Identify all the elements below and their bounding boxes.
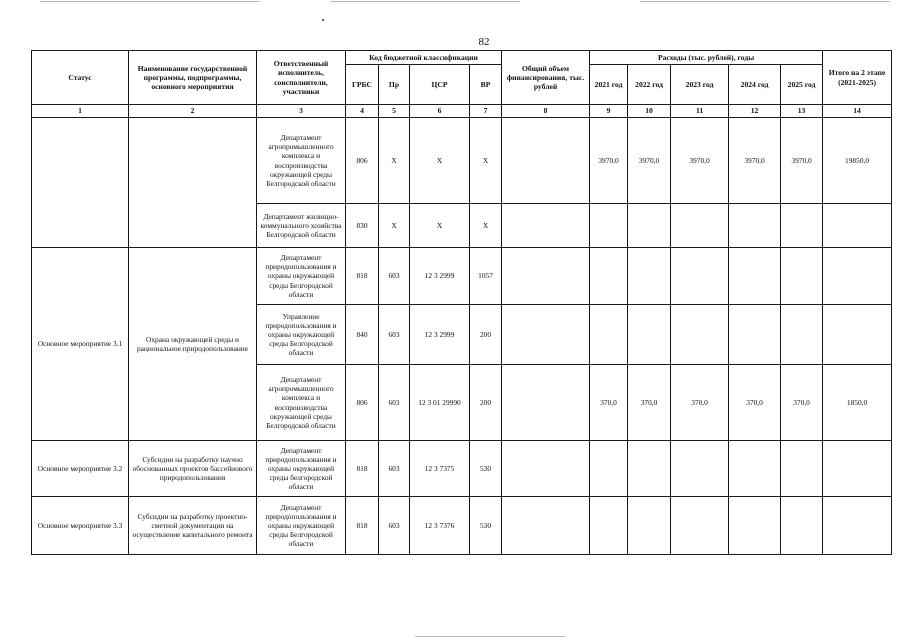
scan-artifact-top-mid xyxy=(330,1,520,2)
header-expenses: Расходы (тыс. рублей), годы xyxy=(590,51,823,65)
expense-2024-cell xyxy=(729,204,781,248)
name-cell: Субсидии на разработку проектно-сметной документации на осуществление капитального ремонта xyxy=(129,497,257,555)
expense-2021-cell xyxy=(590,441,628,497)
total-stage-cell xyxy=(823,204,892,248)
expense-2024-cell xyxy=(729,497,781,555)
pr-cell: 603 xyxy=(379,441,410,497)
expense-2024-cell xyxy=(729,248,781,305)
col-num: 3 xyxy=(257,105,346,118)
csr-cell: Х xyxy=(410,204,470,248)
scan-artifact-bottom xyxy=(415,636,565,637)
status-cell: Основное мероприятие 3.3 xyxy=(32,497,129,555)
expense-2023-cell xyxy=(671,248,729,305)
col-num: 12 xyxy=(729,105,781,118)
page-number: 82 xyxy=(478,36,490,48)
expense-2023-cell xyxy=(671,204,729,248)
expense-2024-cell: 3970,0 xyxy=(729,118,781,204)
responsible-cell: Департамент природопользования и охраны окружающей среды Белгородской области xyxy=(257,497,346,555)
csr-cell: 12 3 7375 xyxy=(410,441,470,497)
scan-artifact-top-right xyxy=(640,1,890,2)
csr-cell: 12 3 7376 xyxy=(410,497,470,555)
col-num: 14 xyxy=(823,105,892,118)
column-number-row xyxy=(32,105,892,118)
expense-2022-cell: 3970,0 xyxy=(628,118,671,204)
expense-2021-cell xyxy=(590,248,628,305)
csr-cell: 12 3 2999 xyxy=(410,305,470,365)
responsible-cell: Департамент природопользования и охраны окружающей среды Белгородской области xyxy=(257,248,346,305)
name-cell-empty xyxy=(129,118,257,248)
col-num: 11 xyxy=(671,105,729,118)
expense-2022-cell xyxy=(628,305,671,365)
col-num: 13 xyxy=(781,105,823,118)
total-stage-cell xyxy=(823,441,892,497)
header-2021: 2021 год xyxy=(590,65,628,105)
total-stage-cell: 1850,0 xyxy=(823,365,892,441)
expense-2024-cell xyxy=(729,305,781,365)
expense-2024-cell xyxy=(729,441,781,497)
col-num: 2 xyxy=(129,105,257,118)
header-total-stage: Итого на 2 этапе (2021-2025) xyxy=(823,51,892,105)
total-stage-cell xyxy=(823,248,892,305)
expense-2023-cell xyxy=(671,441,729,497)
scan-artifact-top-left xyxy=(40,1,260,2)
table-row xyxy=(32,248,892,305)
vr-cell: Х xyxy=(470,118,502,204)
total-stage-cell xyxy=(823,497,892,555)
status-cell-empty xyxy=(32,118,129,248)
expense-2022-cell: 370,0 xyxy=(628,365,671,441)
expense-2022-cell xyxy=(628,248,671,305)
col-num: 6 xyxy=(410,105,470,118)
grbs-cell: 830 xyxy=(346,204,379,248)
grbs-cell: 818 xyxy=(346,441,379,497)
csr-cell: 12 3 01 29990 xyxy=(410,365,470,441)
expense-2022-cell xyxy=(628,204,671,248)
expense-2023-cell: 370,0 xyxy=(671,365,729,441)
header-2024: 2024 год xyxy=(729,65,781,105)
header-total-volume: Общий объем финансирования, тыс. рублей xyxy=(502,51,590,105)
header-2023: 2023 год xyxy=(671,65,729,105)
vr-cell: 200 xyxy=(470,305,502,365)
grbs-cell: 818 xyxy=(346,497,379,555)
pr-cell: Х xyxy=(379,118,410,204)
budget-table xyxy=(31,50,892,555)
col-num: 5 xyxy=(379,105,410,118)
expense-2021-cell xyxy=(590,305,628,365)
total-volume-cell xyxy=(502,365,590,441)
header-responsible: Ответственный исполнитель, соисполнители, участники xyxy=(257,51,346,105)
csr-cell: 12 3 2999 xyxy=(410,248,470,305)
table-row xyxy=(32,497,892,555)
status-cell: Основное мероприятие 3.1 xyxy=(32,248,129,441)
expense-2022-cell xyxy=(628,441,671,497)
vr-cell: 1057 xyxy=(470,248,502,305)
vr-cell: Х xyxy=(470,204,502,248)
pr-cell: 603 xyxy=(379,497,410,555)
expense-2025-cell: 370,0 xyxy=(781,365,823,441)
expense-2025-cell xyxy=(781,248,823,305)
header-grbs: ГРБС xyxy=(346,65,379,105)
header-name: Наименование государственной программы, подпрограммы, основного мероприятия xyxy=(129,51,257,105)
grbs-cell: 806 xyxy=(346,365,379,441)
expense-2024-cell: 370,0 xyxy=(729,365,781,441)
col-num: 9 xyxy=(590,105,628,118)
responsible-cell: Управление природопользования и охраны окружающей среды Белгородской области xyxy=(257,305,346,365)
expense-2023-cell xyxy=(671,305,729,365)
pr-cell: Х xyxy=(379,204,410,248)
header-2022: 2022 год xyxy=(628,65,671,105)
responsible-cell: Департамент природопользования и охраны окружающей среды белгородской области xyxy=(257,441,346,497)
scan-speck xyxy=(322,19,324,21)
responsible-cell: Департамент жилищно-коммунального хозяйства Белгородской области xyxy=(257,204,346,248)
vr-cell: 530 xyxy=(470,441,502,497)
total-volume-cell xyxy=(502,204,590,248)
expense-2025-cell xyxy=(781,305,823,365)
vr-cell: 200 xyxy=(470,365,502,441)
header-2025: 2025 год xyxy=(781,65,823,105)
col-num: 4 xyxy=(346,105,379,118)
expense-2025-cell: 3970,0 xyxy=(781,118,823,204)
expense-2021-cell: 370,0 xyxy=(590,365,628,441)
expense-2021-cell xyxy=(590,497,628,555)
col-num: 7 xyxy=(470,105,502,118)
table-row xyxy=(32,118,892,204)
name-cell: Охрана окружающей среды и рациональное природопользование xyxy=(129,248,257,441)
col-num: 8 xyxy=(502,105,590,118)
header-status: Статус xyxy=(32,51,129,105)
pr-cell: 603 xyxy=(379,365,410,441)
expense-2021-cell xyxy=(590,204,628,248)
total-volume-cell xyxy=(502,248,590,305)
name-cell: Субсидии на разработку научно обоснованных проектов бассейнового природопользования xyxy=(129,441,257,497)
header-vr: ВР xyxy=(470,65,502,105)
pr-cell: 603 xyxy=(379,305,410,365)
pr-cell: 603 xyxy=(379,248,410,305)
total-volume-cell xyxy=(502,441,590,497)
expense-2023-cell xyxy=(671,497,729,555)
expense-2025-cell xyxy=(781,497,823,555)
total-stage-cell xyxy=(823,305,892,365)
header-row-1 xyxy=(32,51,892,65)
total-volume-cell xyxy=(502,497,590,555)
table-row xyxy=(32,441,892,497)
csr-cell: Х xyxy=(410,118,470,204)
expense-2025-cell xyxy=(781,441,823,497)
total-stage-cell: 19850,0 xyxy=(823,118,892,204)
header-budget-code: Код бюджетной классификации xyxy=(346,51,502,65)
expense-2025-cell xyxy=(781,204,823,248)
grbs-cell: 818 xyxy=(346,248,379,305)
responsible-cell: Департамент агропромышленного комплекса и воспроизводства окружающей среды Белгородской области xyxy=(257,118,346,204)
total-volume-cell xyxy=(502,305,590,365)
grbs-cell: 806 xyxy=(346,118,379,204)
expense-2022-cell xyxy=(628,497,671,555)
responsible-cell: Департамент агропромышленного комплекса и воспроизводства окружающей среды Белгородской области xyxy=(257,365,346,441)
expense-2021-cell: 3970,0 xyxy=(590,118,628,204)
header-csr: ЦСР xyxy=(410,65,470,105)
grbs-cell: 840 xyxy=(346,305,379,365)
total-volume-cell xyxy=(502,118,590,204)
status-cell: Основное мероприятие 3.2 xyxy=(32,441,129,497)
vr-cell: 530 xyxy=(470,497,502,555)
col-num: 1 xyxy=(32,105,129,118)
header-pr: Пр xyxy=(379,65,410,105)
expense-2023-cell: 3970,0 xyxy=(671,118,729,204)
col-num: 10 xyxy=(628,105,671,118)
